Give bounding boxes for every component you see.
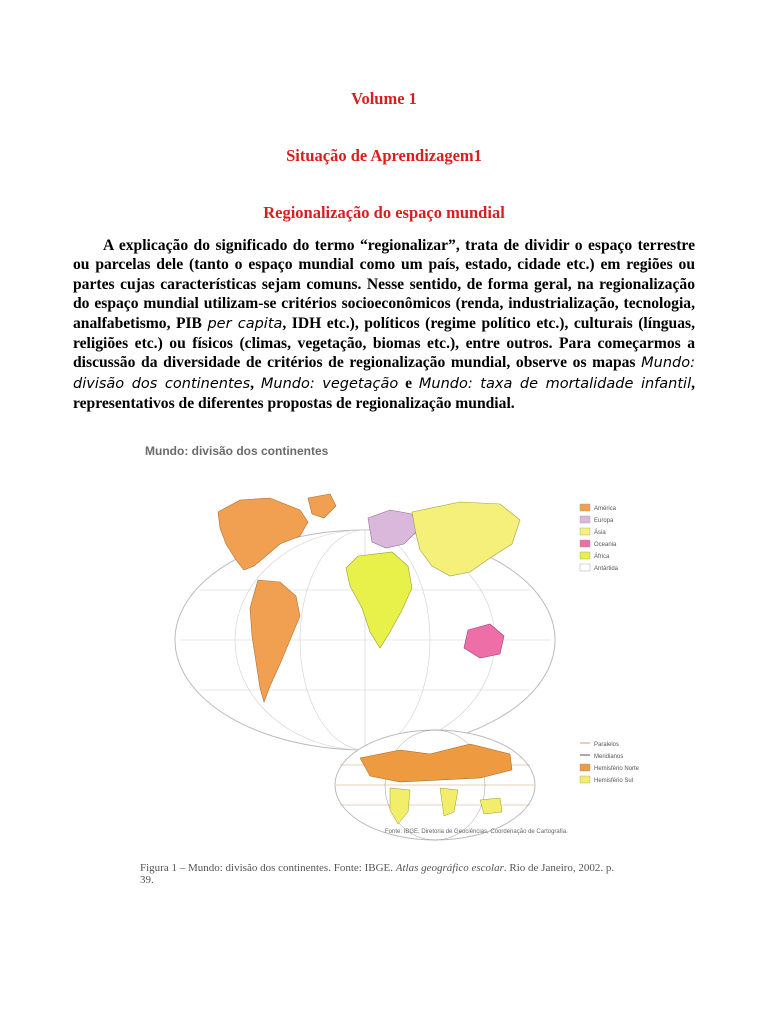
legend-label: Europa — [594, 518, 614, 524]
continent-greenland — [308, 494, 336, 518]
legend-label: Hemisfério Norte — [594, 766, 640, 772]
source-note: Fonte: IBGE, Diretoria de Geociências, Coordenação de Cartografia. — [385, 829, 568, 835]
legend-label: Paralelos — [594, 742, 620, 748]
figure-caption: Figura 1 – Mundo: divisão dos continentes. Fonte: IBGE. Atlas geográfico escolar. Rio de Janeiro, 2002. p. 39. — [140, 862, 615, 886]
volume-heading: Volume 1 — [351, 89, 417, 108]
legend-label: África — [594, 554, 610, 560]
legend-swatch — [580, 564, 590, 571]
legend-swatch — [580, 528, 590, 535]
map-title: Mundo: divisão dos continentes — [145, 444, 329, 458]
legend-swatch — [580, 516, 590, 523]
legend-swatch — [580, 540, 590, 547]
legend-label: Antártida — [594, 566, 619, 572]
legend-swatch — [580, 776, 590, 783]
legend-label: Ásia — [594, 530, 606, 536]
body-paragraph: A explicação do significado do termo “regionalizar”, trata de dividir o espaço terrestre ou parcelas dele (tanto o espaço mundial como um país, estado, cidade etc.) em regiões ou partes cujas características sejam comuns. Nesse sentido, de forma geral, na regionalização do espaço mundial utilizam-se critérios socioeconômicos (renda, industrialização, tecnologia, analfabetismo, PIB per capita, IDH etc.), políticos (regime político etc.), culturais (línguas, religiões etc.) ou físicos (climas, vegetação, biomas etc.), entre outros. Para começarmos a discussão da diversidade de critérios de regionalização mundial, observe os mapas Mundo: divisão dos continentes, Mundo: vegetação e Mundo: taxa de mortalidade infantil, representativos de diferentes propostas de regionalização mundial. — [73, 237, 695, 413]
legend-label: Oceania — [594, 542, 617, 548]
world-map-svg — [140, 440, 640, 860]
legend-swatch — [580, 764, 590, 771]
legend-swatch — [580, 504, 590, 511]
section-title: Regionalização do espaço mundial — [263, 203, 505, 222]
situation-heading: Situação de Aprendizagem1 — [286, 146, 482, 165]
legend-main — [580, 504, 619, 572]
legend-label: América — [594, 506, 617, 512]
legend-label: Hemisfério Sul — [594, 778, 634, 784]
legend-swatch — [580, 552, 590, 559]
legend-inset — [580, 742, 640, 784]
figure-continents — [140, 440, 640, 886]
legend-label: Meridianos — [594, 754, 624, 760]
